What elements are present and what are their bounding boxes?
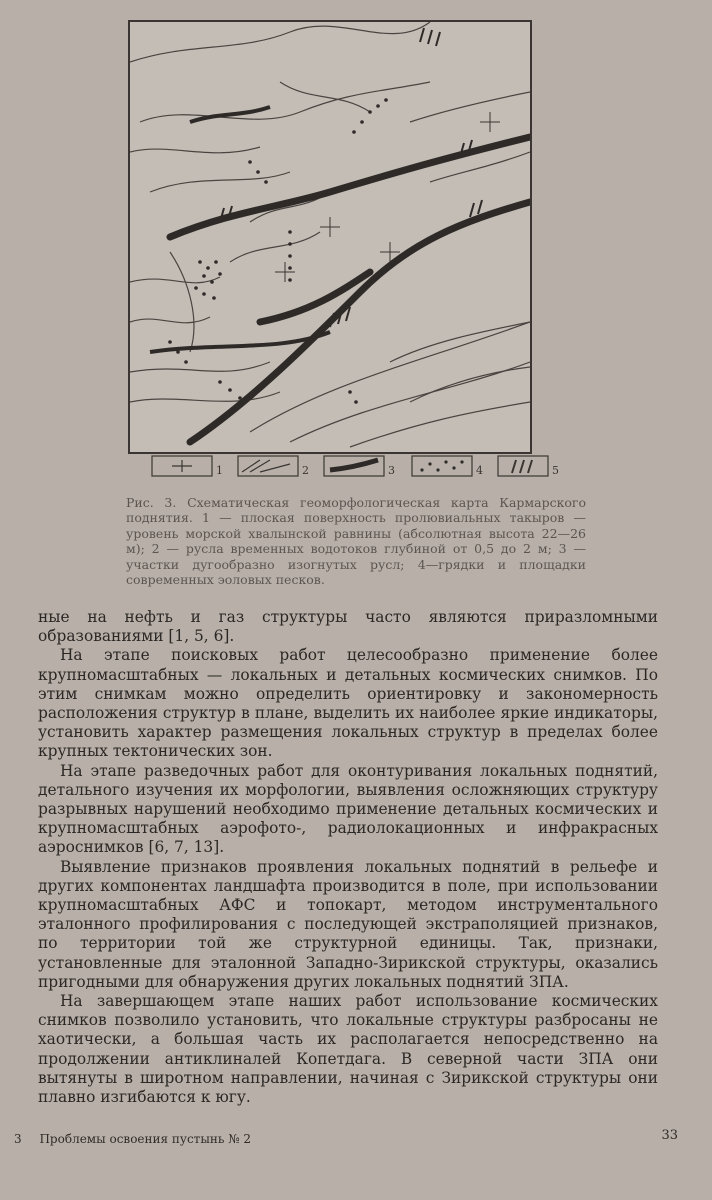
journal-title: Проблемы освоения пустынь № 2 (39, 1132, 252, 1146)
page-footer (14, 1132, 251, 1146)
legend-number-3: 3 (388, 464, 395, 477)
signature-mark: 3 (14, 1132, 22, 1146)
paragraph: Выявление признаков проявления локальных поднятий в рельефе и других компонентах ландшафта производится в поле, при использовании крупномасштабных АФС и топокарт, методом инструментального эталонного профилирования с последующей экстраполяцией признаков, по территории той же структурной единицы. Так, признаки, установленные для эталонной Западно-Зирикской структуры, оказались пригодными для обнаружения других локальных поднятий ЗПА. (38, 857, 658, 991)
legend-number-4: 4 (476, 464, 483, 477)
legend-symbols (150, 452, 560, 480)
legend-number-2: 2 (302, 464, 309, 477)
legend-number-1: 1 (216, 464, 223, 477)
map-drawing (130, 22, 530, 452)
paragraph: На этапе поисковых работ целесообразно применение более крупномасштабных — локальных и детальных космических снимков. По этим снимкам можно определить ориентировку и закономерность расположения структур в плане, выделить их наиболее яркие индикаторы, установить характер размещения локальных структур в пределах более крупных тектонических зон. (38, 646, 658, 761)
paragraph: На завершающем этапе наших работ использование космических снимков позволило установить, что локальные структуры разбросаны не хаотически, а большая часть их располагается непосредственно на продолжении антиклиналей Копетдага. В северной части ЗПА они вытянуты в широтном направлении, начиная с Зирикской структуры они плавно изгибаются к югу. (38, 992, 658, 1107)
aeolian-dunes (168, 98, 388, 404)
geomorphological-map (128, 20, 532, 454)
body-text (38, 608, 658, 1107)
figure-caption: Рис. 3. Схематическая геоморфологическая карта Кармарского поднятия. 1 — плоская поверхность пролювиальных такыров — уровень морской хвалынской равнины (абсолютная высота 22—26 м); 2 — русла временных водотоков глубиной от 0,5 до 2 м; 3 — участки дугообразно изогнутых русл; 4—грядки и площадки современных эоловых песков. (126, 495, 586, 588)
paragraph: На этапе разведочных работ для оконтуривания локальных поднятий, детального изучения их морфологии, выявления осложняющих структуру разрывных нарушений необходимо применение детальных космических и крупномасштабных аэрофото-, радиолокационных и инфракрасных аэроснимков [6, 7, 13]. (38, 761, 658, 857)
paragraph: ные на нефть и газ структуры часто являются приразломными образованиями [1, 5, 6]. (38, 608, 658, 646)
page-number: 33 (661, 1128, 678, 1143)
map-legend (150, 452, 560, 480)
arc-channels (170, 137, 530, 442)
legend-number-5: 5 (552, 464, 559, 477)
minor-arc-channels (150, 107, 330, 352)
